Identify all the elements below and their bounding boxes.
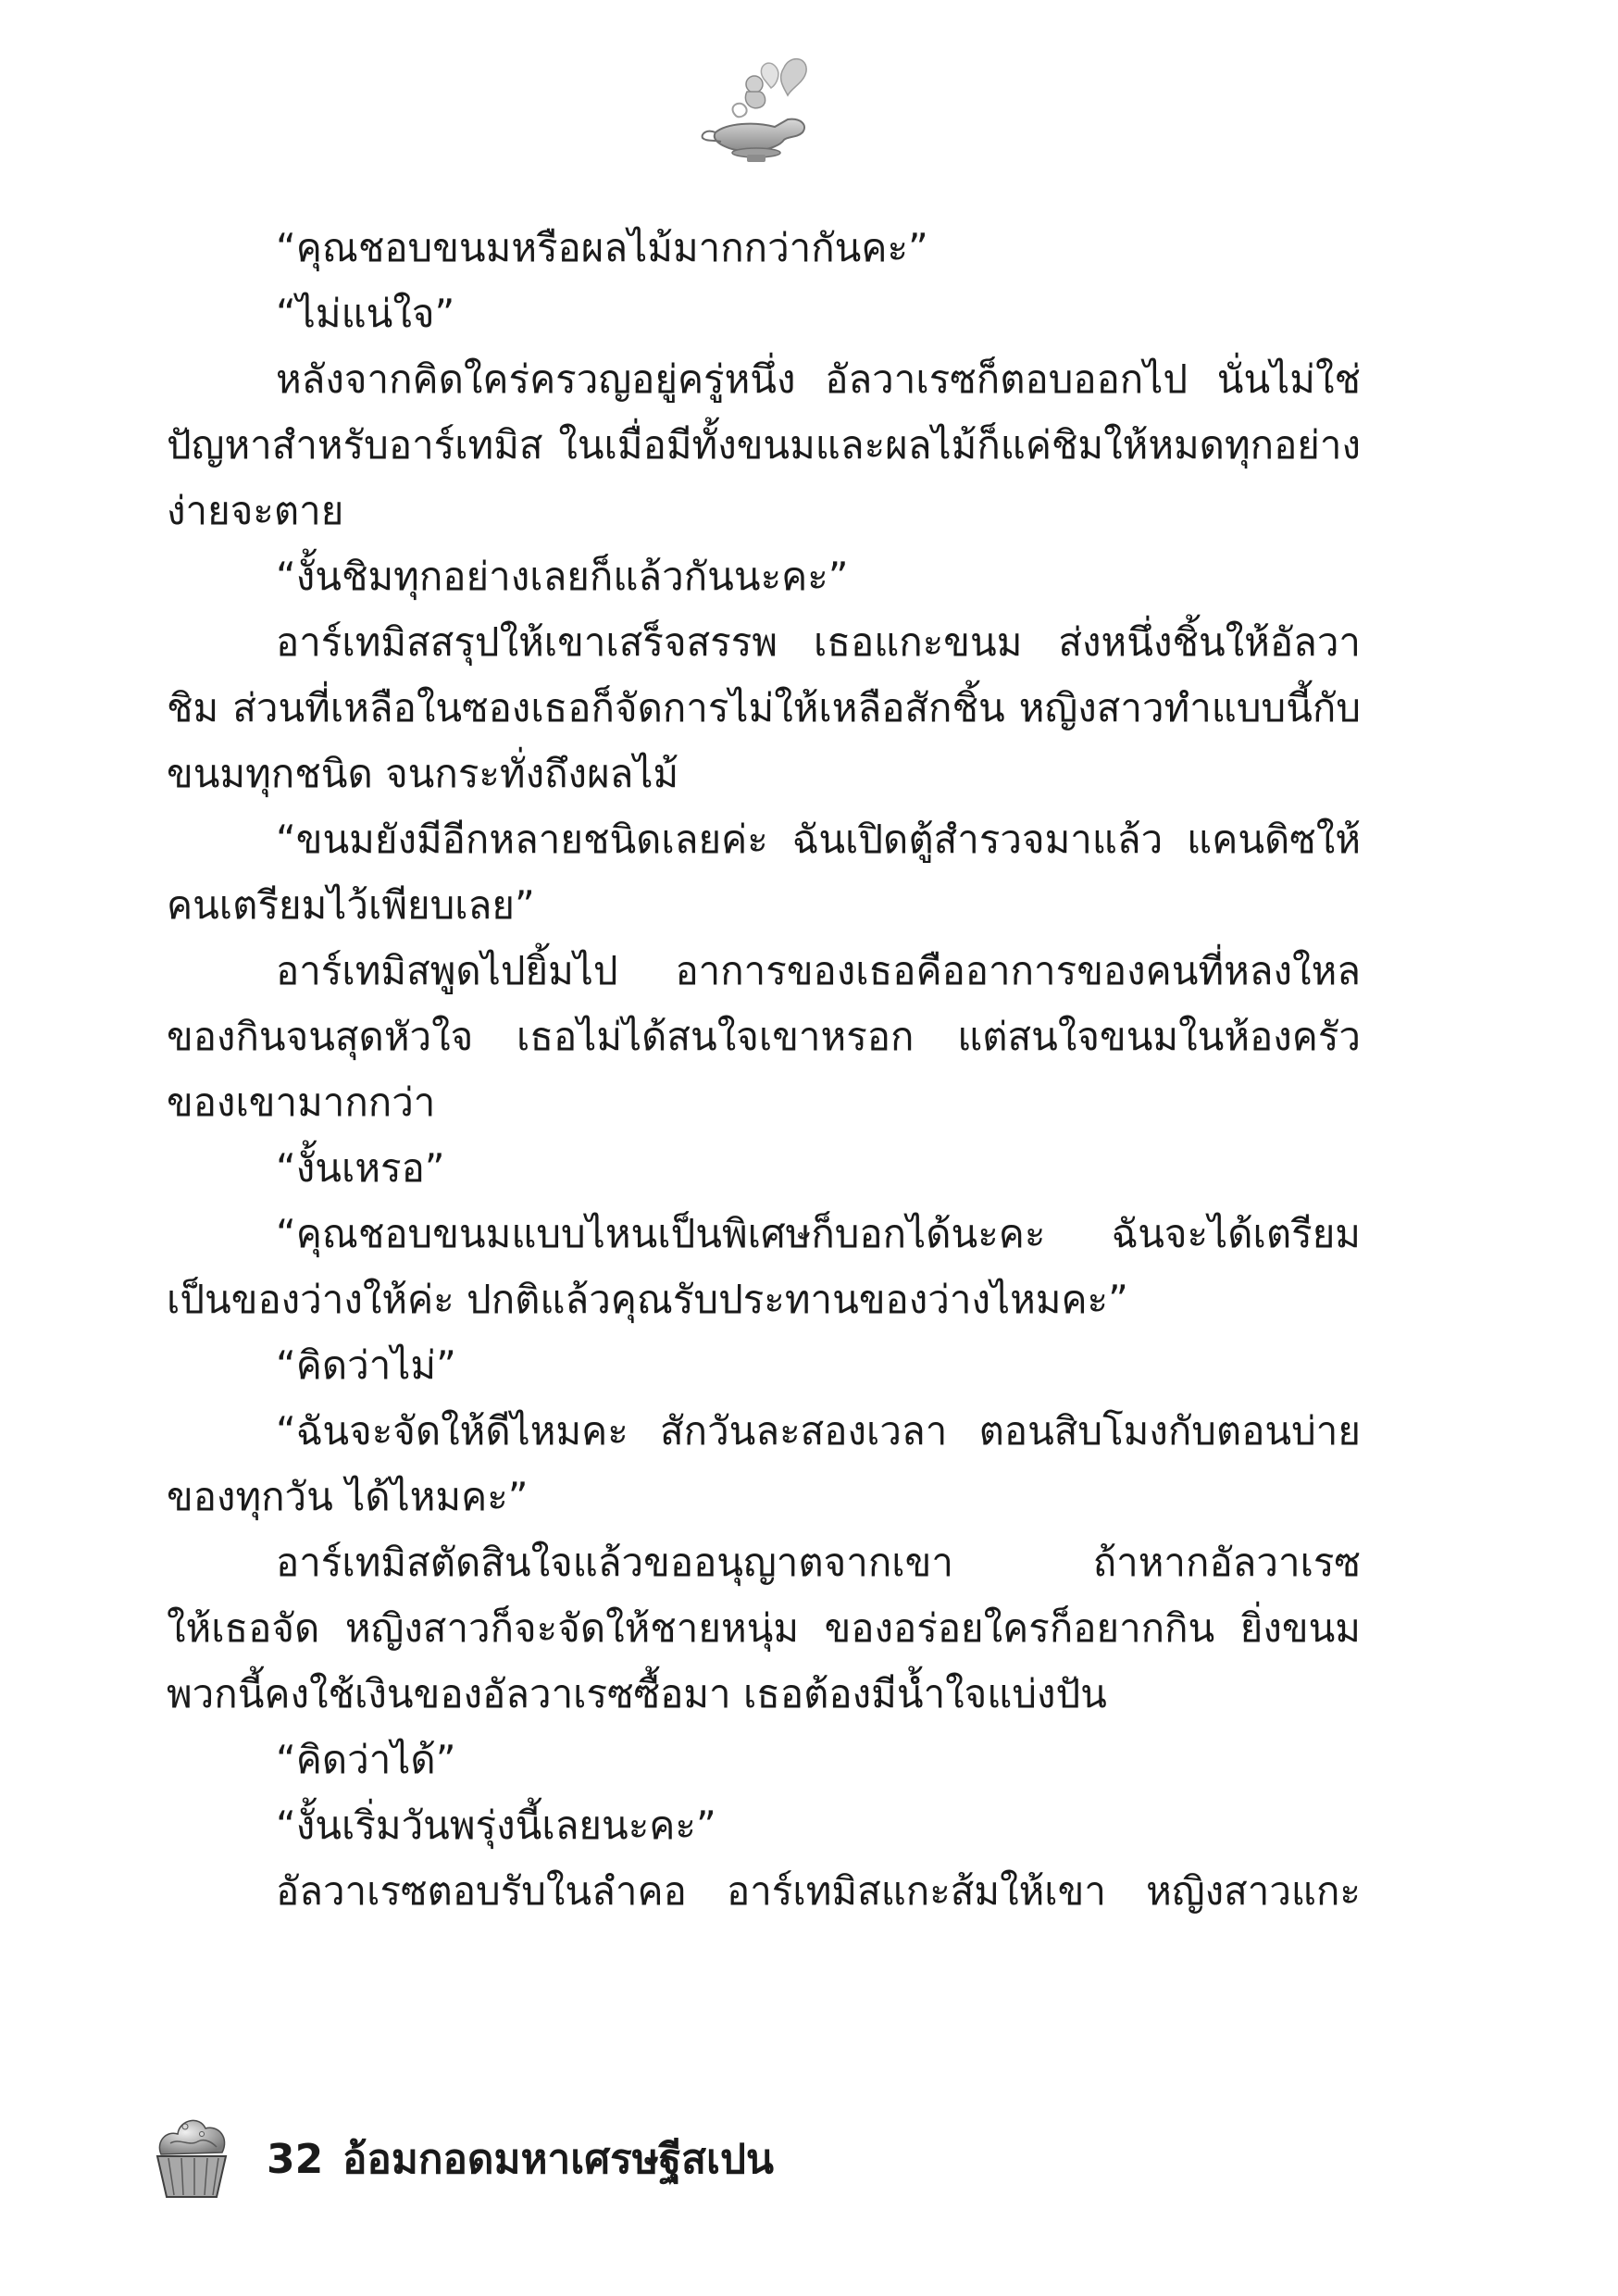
text-line: ของทุกวัน ได้ไหมคะ” <box>167 1474 529 1519</box>
text-line: เป็นของว่างให้ค่ะ ปกติแล้วคุณรับประทานของว่างไหมคะ” <box>167 1277 1128 1322</box>
text-line: หลังจากคิดใคร่ครวญอยู่ครู่หนึ่ง อัลวาเรซก็ตอบออกไป นั่นไม่ใช่ <box>276 356 1361 402</box>
text-line: ขนมทุกชนิด จนกระทั่งถึงผลไม้ <box>167 751 679 796</box>
text-line: “คิดว่าไม่” <box>276 1342 456 1388</box>
text-line: อาร์เทมิสสรุปให้เขาเสร็จสรรพ เธอแกะขนม ส่งหนึ่งชิ้นให้อัลวา <box>276 619 1361 665</box>
text-line: “คิดว่าได้” <box>276 1737 456 1782</box>
text-line: คนเตรียมไว้เพียบเลย” <box>167 882 535 928</box>
text-line: ของกินจนสุดหัวใจ เธอไม่ได้สนใจเขาหรอก แต่สนใจขนมในห้องครัว <box>167 1014 1361 1059</box>
page-number: 32 <box>267 2136 324 2183</box>
text-line: “ไม่แน่ใจ” <box>276 291 455 336</box>
cupcake-icon <box>148 2106 236 2203</box>
text-line: อัลวาเรซตอบรับในลำคอ อาร์เทมิสแกะส้มให้เขา หญิงสาวแกะ <box>276 1868 1361 1914</box>
text-line: “งั้นเริ่มวันพรุ่งนี้เลยนะคะ” <box>276 1803 716 1848</box>
text-line: “งั้นชิมทุกอย่างเลยก็แล้วกันนะคะ” <box>276 554 849 599</box>
text-line: “คุณชอบขนมหรือผลไม้มากกว่ากันคะ” <box>276 225 928 270</box>
text-line: ง่ายจะตาย <box>167 488 344 533</box>
book-title: อ้อมกอดมหาเศรษฐีสเปน <box>342 2136 774 2183</box>
text-line: ของเขามากกว่า <box>167 1079 436 1125</box>
text-line: อาร์เทมิสพูดไปยิ้มไป อาการของเธอคืออาการของคนที่หลงใหล <box>276 948 1361 993</box>
page-footer <box>148 2106 981 2208</box>
text-line: พวกนี้คงใช้เงินของอัลวาเรซซื้อมา เธอต้องมีน้ำใจแบ่งปัน <box>167 1671 1107 1716</box>
text-line: “คุณชอบขนมแบบไหนเป็นพิเศษก็บอกได้นะคะ ฉันจะได้เตรียม <box>276 1211 1361 1256</box>
teapot-cherub-ornament-icon <box>699 51 824 171</box>
text-line: “งั้นเหรอ” <box>276 1145 445 1191</box>
body-text <box>167 215 1361 1924</box>
text-line: “ขนมยังมีอีกหลายชนิดเลยค่ะ ฉันเปิดตู้สำรวจมาแล้ว แคนดิซให้ <box>276 817 1361 862</box>
text-line: ให้เธอจัด หญิงสาวก็จะจัดให้ชายหนุ่ม ของอร่อยใครก็อยากกิน ยิ่งขนม <box>167 1605 1361 1651</box>
text-line: อาร์เทมิสตัดสินใจแล้วขออนุญาตจากเขา ถ้าหากอัลวาเรซ <box>276 1540 1361 1585</box>
text-line: ชิม ส่วนที่เหลือในซองเธอก็จัดการไม่ให้เหลือสักชิ้น หญิงสาวทำแบบนี้กับ <box>167 685 1361 730</box>
text-line: “ฉันจะจัดให้ดีไหมคะ สักวันละสองเวลา ตอนสิบโมงกับตอนบ่าย <box>276 1408 1361 1454</box>
text-line: ปัญหาสำหรับอาร์เทมิส ในเมื่อมีทั้งขนมและผลไม้ก็แค่ชิมให้หมดทุกอย่าง <box>167 422 1361 468</box>
